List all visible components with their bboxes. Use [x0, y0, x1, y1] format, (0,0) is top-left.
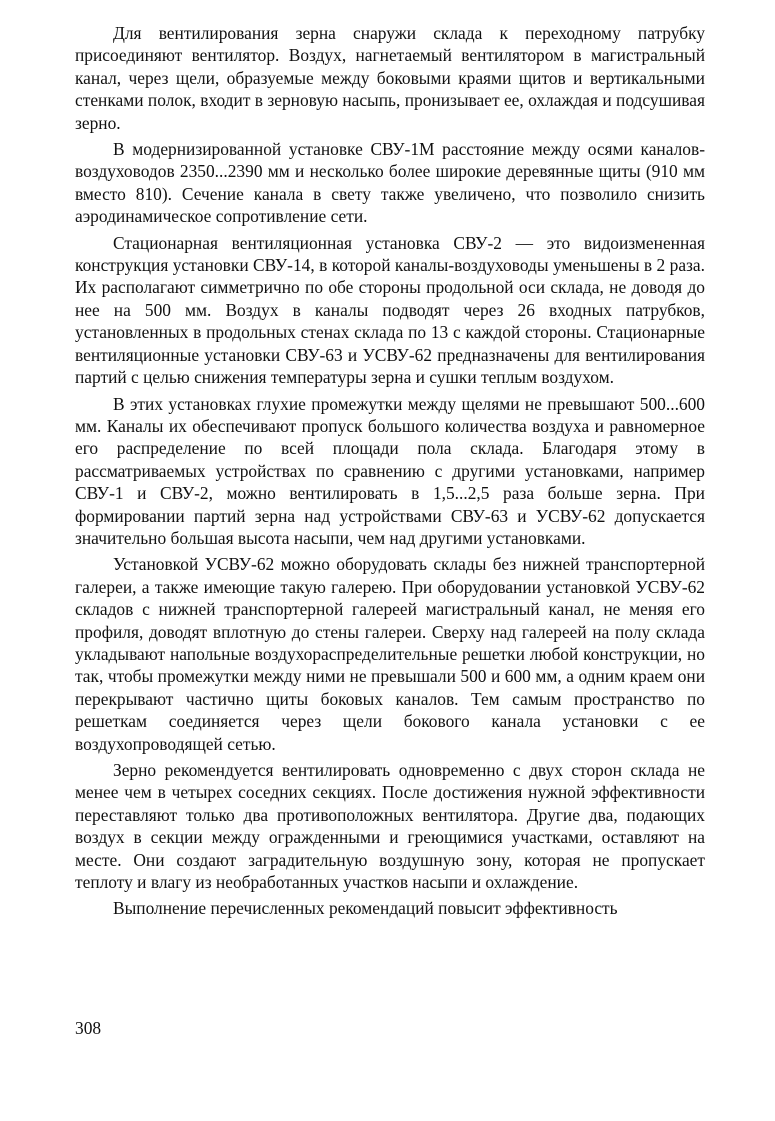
paragraph-svu-1m: В модернизированной установке СВУ-1М расстояние между осями каналов-воздуховодов 2350...2390 мм и несколько более широкие деревянные щиты (910 мм вместо 810). Сечение канала в свету также увеличено, что позволило снизить аэродинамическое сопротивление сети.	[75, 139, 705, 227]
page-body	[75, 22, 705, 924]
paragraph-svu-2: Стационарная вентиляционная установка СВУ-2 — это видоизмененная конструкция установки СВУ-14, в которой каналы-воздуховоды уменьшены в 2 раза. Их располагают симметрично по обе стороны продольной оси склада, не доводя до нее на 500 мм. Воздух в каналы подводят через 26 входных патрубков, установленных в продольных стенах склада по 13 с каждой стороны. Стационарные вентиляционные установки СВУ-63 и УСВУ-62 предназначены для вентилирования партий с целью снижения температуры зерна и сушки теплым воздухом.	[75, 232, 705, 388]
paragraph-efficiency: Выполнение перечисленных рекомендаций повысит эффективность	[113, 898, 618, 919]
paragraph-usvu-62: Установкой УСВУ-62 можно оборудовать склады без нижней транспортерной галереи, а также имеющие такую галерею. При оборудовании установкой УСВУ-62 складов с нижней транспортерной галереей магистральный канал, не меняя его профиля, доводят вплотную до стены галереи. Сверху над галереей на полу склада укладывают напольные воздухораспределительные решетки любой конструкции, но так, чтобы промежутки между ними не превышали 500 и 600 мм, а одним краем они перекрывают частично щиты боковых каналов. Тем самым пространство по решеткам соединяется через щели бокового канала установки с ее воздухопроводящей сетью.	[75, 554, 705, 754]
paragraph-gaps: В этих установках глухие промежутки между щелями не превышают 500...600 мм. Каналы их обеспечивают пропуск большого количества воздуха и равномерное его распределение по всей площади пола склада. Благодаря этому в рассматриваемых устройствах по сравнению с другими установками, например СВУ-1 и СВУ-2, можно вентилировать в 1,5...2,5 раза больше зерна. При формировании партий зерна над устройствами СВУ-63 и УСВУ-62 допускается значительно большая высота насыпи, чем над другими установками.	[75, 393, 705, 548]
paragraph-fan-connection: Для вентилирования зерна снаружи склада к переходному патрубку присоединяют вентилятор. Воздух, нагнетаемый вентилятором в магистральный канал, через щели, образуемые между боковыми краями щитов и вертикальными стенками полок, входит в зерновую насыпь, пронизывает ее, охлаждая и подсушивая зерно.	[75, 23, 705, 133]
page-number: 308	[75, 1018, 102, 1038]
paragraph-recommendations: Зерно рекомендуется вентилировать одновременно с двух сторон склада не менее чем в четырех соседних секциях. После достижения нужной эффективности переставляют только два противоположных вентилятора. Другие два, подающих воздух в секции между огражденными и греющимися участками, оставляют на месте. Они создают заградительную воздушную зону, которая не пропускает теплоту и влагу из необработанных участков насыпи и охлаждение.	[75, 760, 705, 893]
